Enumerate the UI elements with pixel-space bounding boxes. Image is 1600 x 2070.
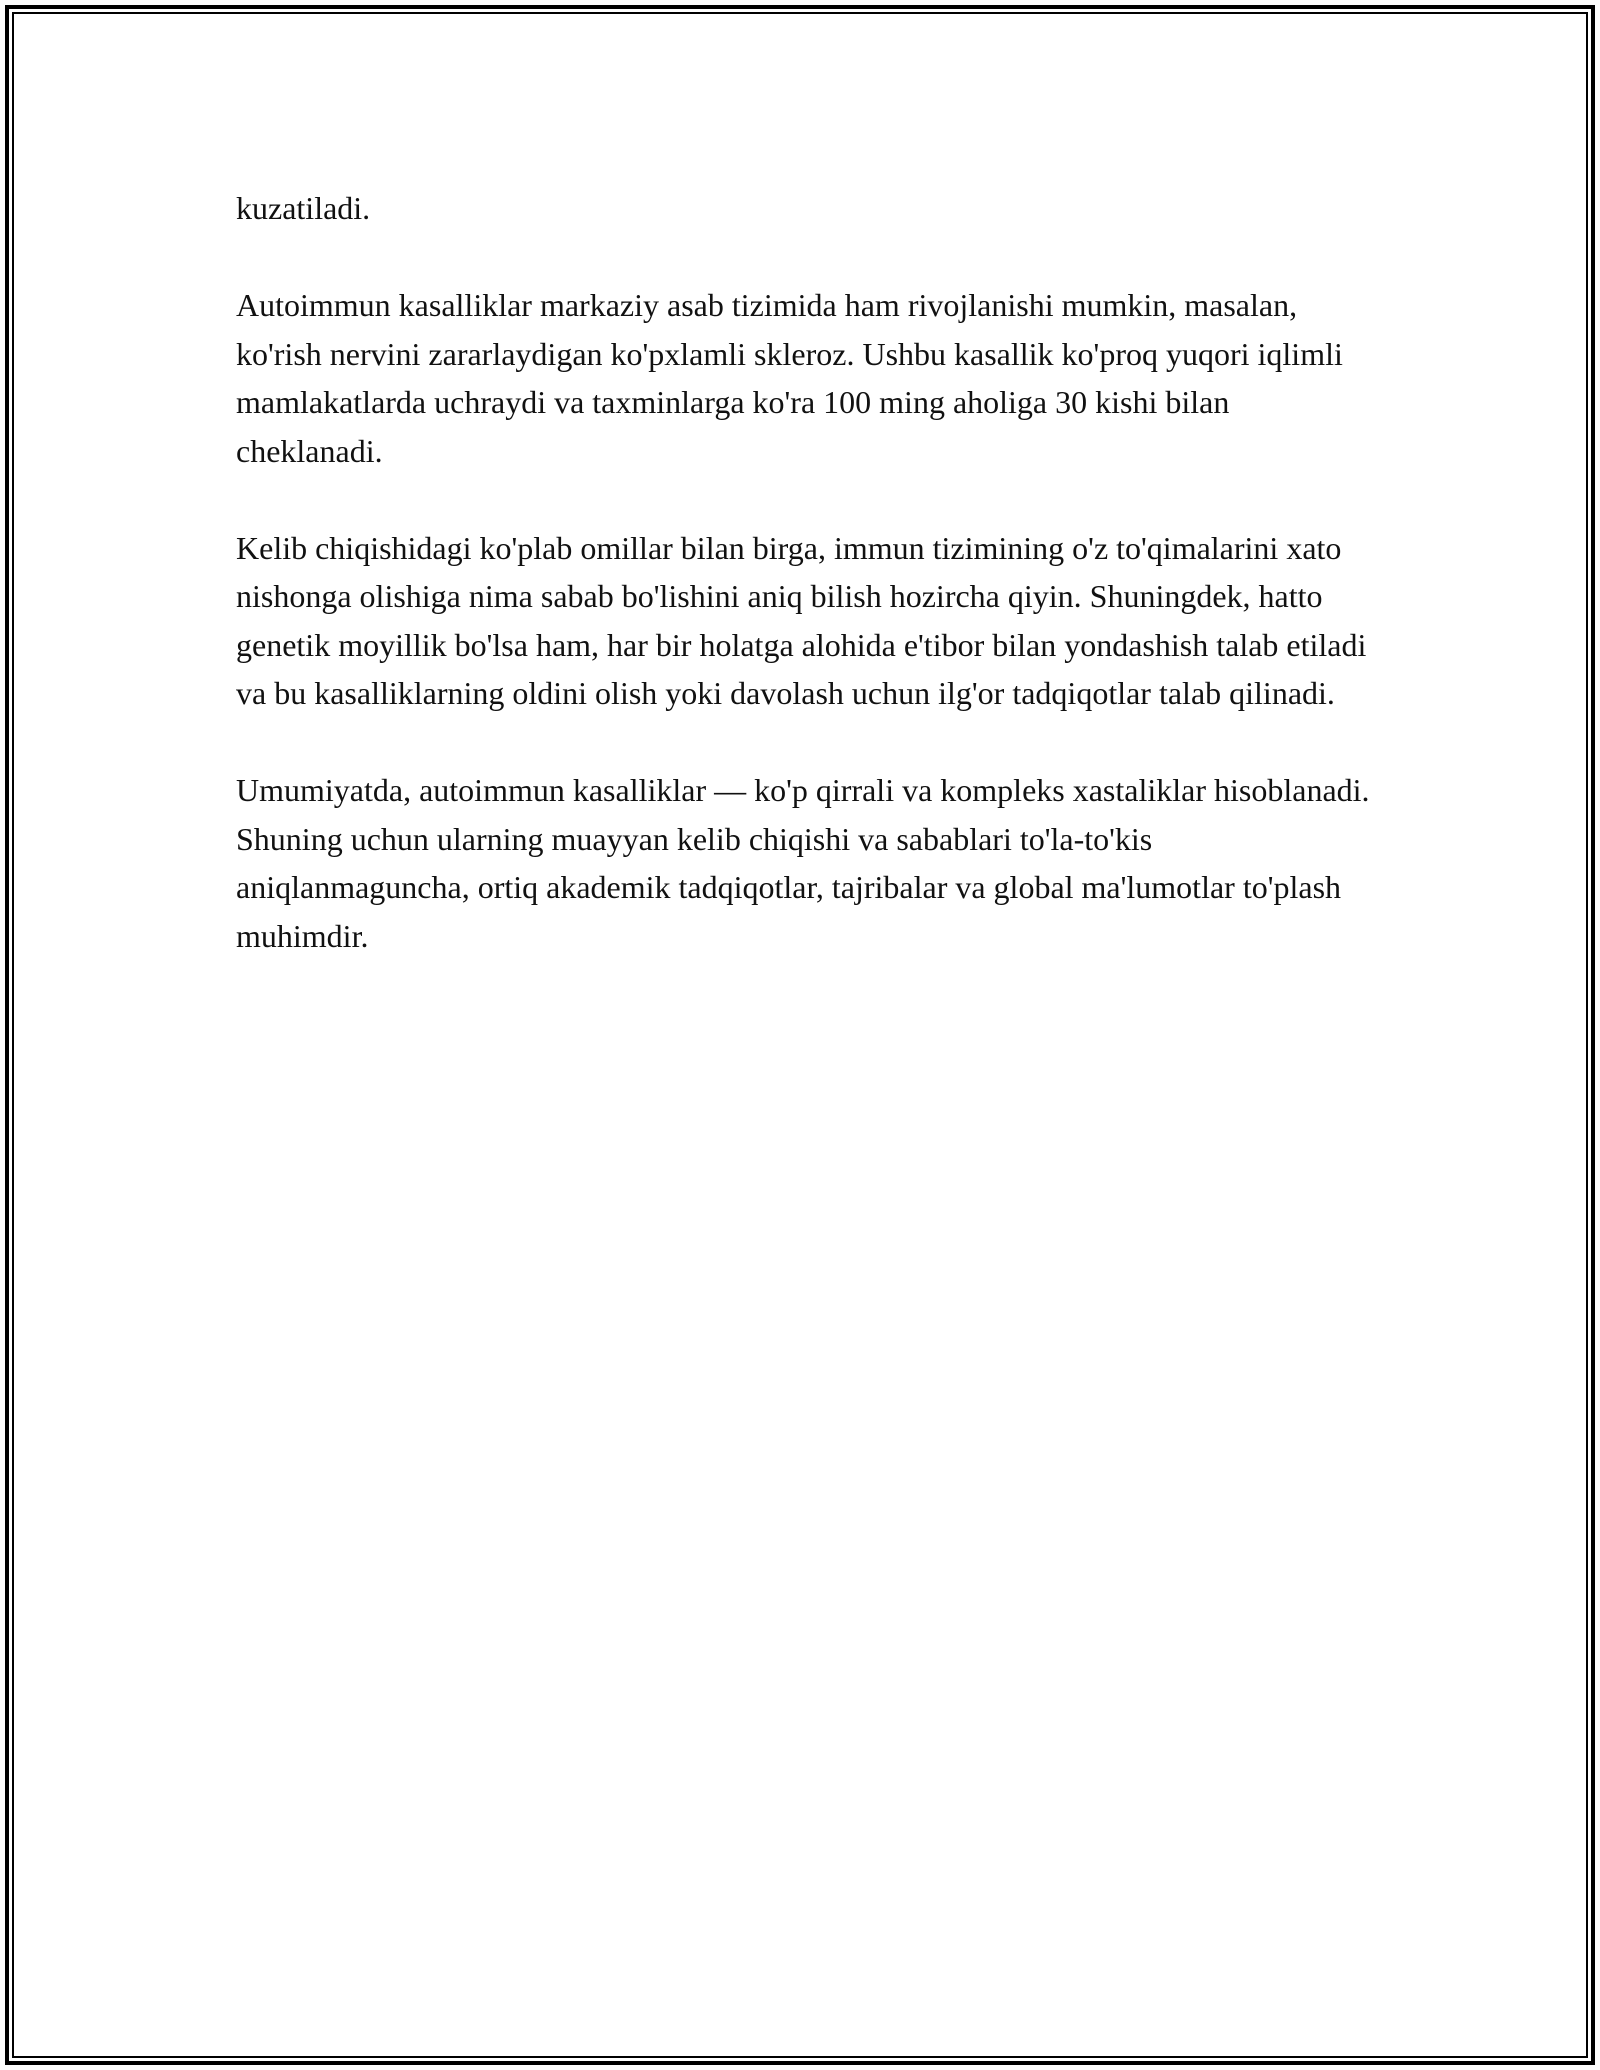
document-body (236, 184, 1376, 1009)
paragraph-ms-disease: Autoimmun kasalliklar markaziy asab tizimida ham rivojlanishi mumkin, masalan, ko'rish nervini zararlaydigan ko'pxlamli skleroz. Ushbu kasallik ko'proq yuqori iqlimli mamlakatlarda uchraydi va taxminlarga ko'ra 100 ming aholiga 30 kishi bilan cheklanadi. (236, 287, 1343, 469)
paragraph-conclusion: Umumiyatda, autoimmun kasalliklar — ko'p qirrali va kompleks xastaliklar hisoblanadi. Shuning uchun ularning muayyan kelib chiqishi va sabablari to'la-to'kis aniqlanmaguncha, ortiq akademik tadqiqotlar, tajribalar va global ma'lumotlar to'plash muhimdir. (236, 772, 1370, 954)
paragraph-causes: Kelib chiqishidagi ko'plab omillar bilan birga, immun tizimining o'z to'qimalarini xato nishonga olishiga nima sabab bo'lishini aniq bilish hozircha qiyin. Shuningdek, hatto genetik moyillik bo'lsa ham, har bir holatga alohida e'tibor bilan yondashish talab etiladi va bu kasalliklarning oldini olish yoki davolash uchun ilg'or tadqiqotlar talab qilinadi. (236, 529, 1367, 711)
paragraph-continuation: kuzatiladi. (236, 190, 371, 226)
